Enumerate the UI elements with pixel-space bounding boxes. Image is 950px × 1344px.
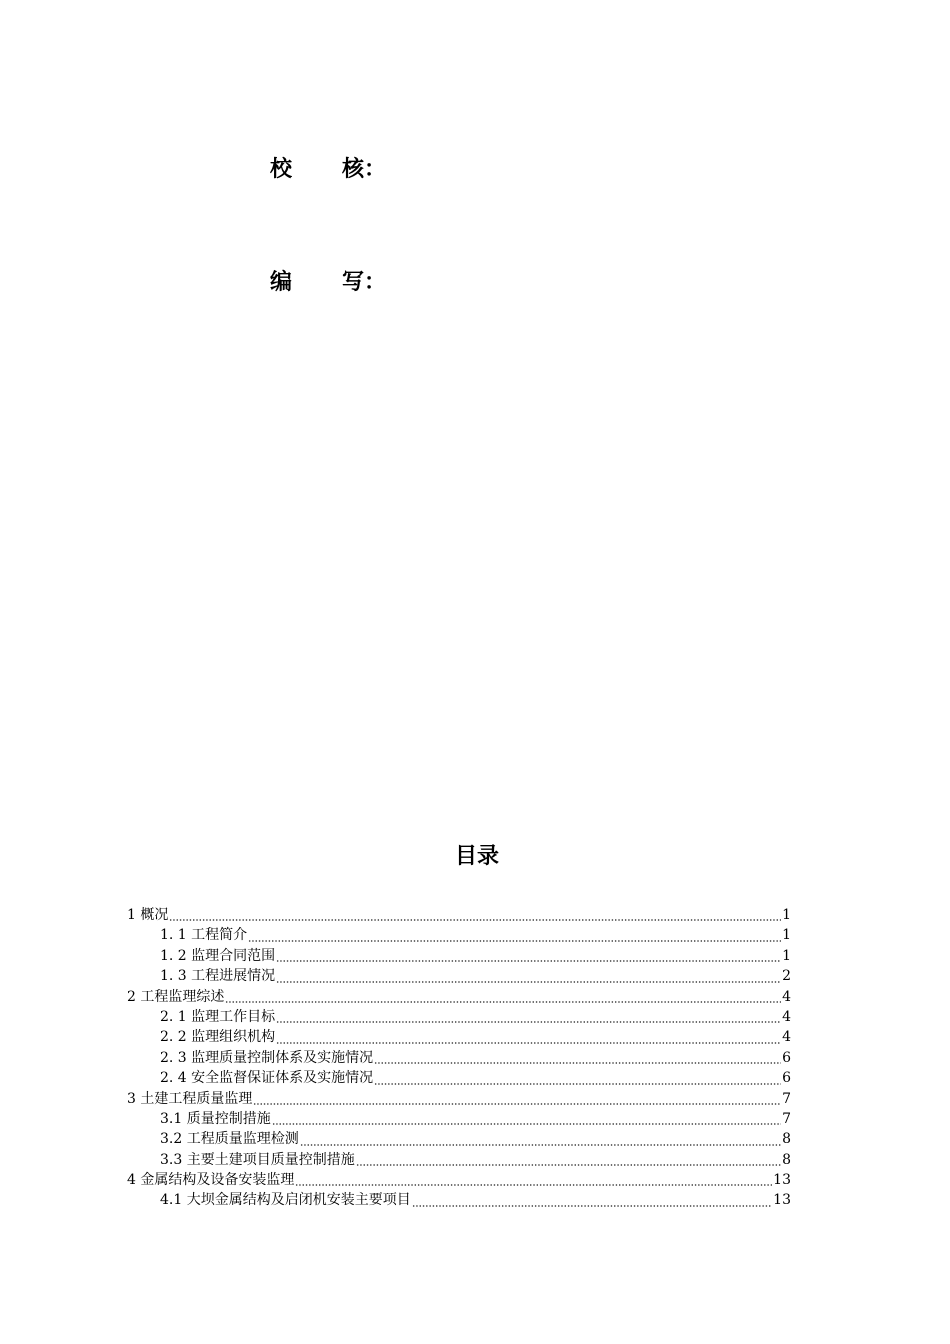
author-char-1: 编 — [270, 270, 293, 295]
toc-entry-page: 6 — [782, 1070, 791, 1087]
toc-entry-page: 4 — [782, 988, 791, 1005]
reviewer-char-2: 核 — [342, 157, 365, 182]
toc-entry-page: 1 — [782, 947, 791, 964]
toc-entry-page: 7 — [782, 1090, 791, 1107]
toc-entry[interactable] — [127, 925, 791, 945]
toc-entry-title: 2 工程监理综述 — [127, 988, 225, 1005]
toc-entry[interactable] — [127, 1109, 791, 1129]
toc-entry-title: 3 土建工程质量监理 — [127, 1090, 253, 1107]
reviewer-label — [270, 156, 386, 184]
toc-entry-title: 1. 1 工程简介 — [160, 927, 248, 944]
toc-entry-title: 2. 4 安全监督保证体系及实施情况 — [160, 1070, 374, 1087]
toc-entry-page: 8 — [782, 1151, 791, 1168]
toc-leader-dots — [276, 1030, 781, 1044]
toc-entry-page: 1 — [782, 907, 791, 923]
toc-leader-dots — [253, 1091, 781, 1105]
toc-entry-title: 2. 2 监理组织机构 — [160, 1029, 276, 1046]
toc-leader-dots — [272, 1111, 781, 1125]
toc-entry[interactable] — [127, 1048, 791, 1068]
toc-entry[interactable] — [127, 1150, 791, 1170]
toc-entry-page: 13 — [773, 1192, 791, 1209]
toc-entry[interactable] — [127, 987, 791, 1007]
toc-entry-page: 6 — [782, 1049, 791, 1066]
reviewer-char-1: 校 — [270, 157, 293, 182]
author-char-2: 写 — [342, 270, 365, 295]
toc-entry-title: 2. 3 监理质量控制体系及实施情况 — [160, 1049, 374, 1066]
toc-leader-dots — [295, 1172, 772, 1186]
toc-leader-dots — [374, 1050, 781, 1064]
table-of-contents — [127, 905, 791, 1211]
toc-entry[interactable] — [127, 1068, 791, 1088]
toc-entry-title: 1. 3 工程进展情况 — [160, 968, 276, 985]
author-colon: ： — [364, 270, 387, 295]
toc-entry[interactable] — [127, 1190, 791, 1210]
toc-leader-dots — [225, 989, 781, 1003]
toc-entry-page: 1 — [782, 927, 791, 944]
reviewer-colon: ： — [364, 157, 387, 182]
toc-entry-page: 7 — [782, 1110, 791, 1127]
toc-entry[interactable] — [127, 1129, 791, 1149]
toc-entry[interactable] — [127, 1089, 791, 1109]
toc-entry[interactable] — [127, 966, 791, 986]
toc-title: 目录 — [454, 844, 499, 869]
toc-leader-dots — [276, 948, 781, 962]
toc-entry-page: 8 — [782, 1131, 791, 1148]
toc-leader-dots — [374, 1071, 781, 1085]
toc-leader-dots — [412, 1193, 772, 1207]
toc-entry-title: 1. 2 监理合同范围 — [160, 947, 276, 964]
toc-entry-title: 4.1 大坝金属结构及启闭机安装主要项目 — [160, 1192, 411, 1209]
toc-entry[interactable] — [127, 946, 791, 966]
toc-entry-page: 4 — [782, 1029, 791, 1046]
toc-entry-page: 13 — [773, 1172, 791, 1189]
toc-entry[interactable] — [127, 1007, 791, 1027]
toc-entry[interactable] — [127, 1027, 791, 1047]
toc-entry-page: 4 — [782, 1008, 791, 1025]
toc-entry-title: 3.1 质量控制措施 — [160, 1110, 271, 1127]
toc-leader-dots — [276, 969, 781, 983]
toc-entry-page: 2 — [782, 968, 791, 985]
toc-entry[interactable] — [127, 905, 791, 925]
toc-leader-dots — [300, 1132, 781, 1146]
toc-entry[interactable] — [127, 1170, 791, 1190]
toc-entry-title: 2. 1 监理工作目标 — [160, 1008, 276, 1025]
toc-leader-dots — [248, 928, 781, 942]
toc-leader-dots — [169, 907, 781, 921]
toc-entry-title: 3.3 主要土建项目质量控制措施 — [160, 1151, 355, 1168]
author-label — [270, 269, 386, 297]
toc-leader-dots — [276, 1009, 781, 1023]
toc-leader-dots — [356, 1152, 781, 1166]
toc-entry-title: 3.2 工程质量监理检测 — [160, 1131, 299, 1148]
toc-entry-title: 1 概况 — [127, 907, 169, 923]
toc-entry-title: 4 金属结构及设备安装监理 — [127, 1172, 295, 1189]
